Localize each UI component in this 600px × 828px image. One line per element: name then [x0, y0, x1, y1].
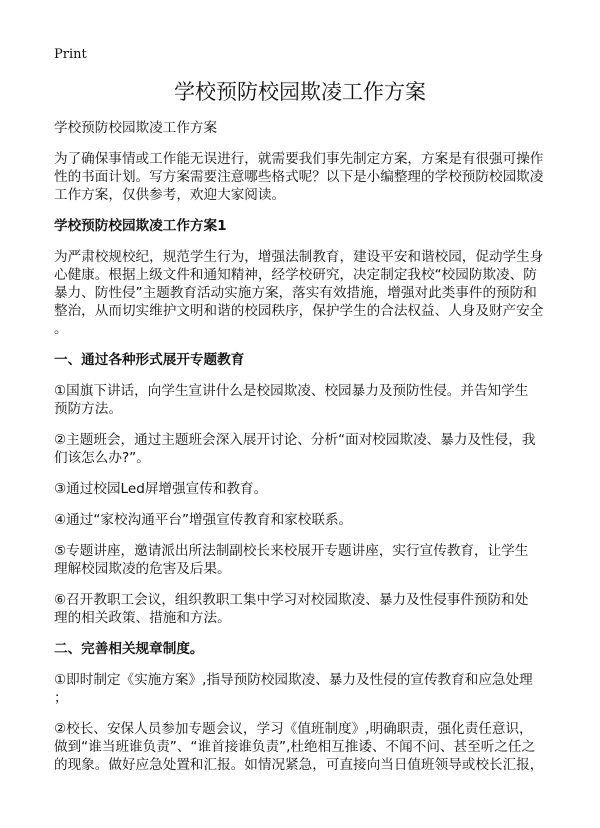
paragraph: [54, 591, 564, 627]
text-line: 一、通过各种形式展开专题教育: [54, 352, 245, 368]
page-title: 学校预防校园欺凌工作方案: [174, 80, 426, 104]
paragraph: [54, 511, 564, 529]
text-line: 心健康。根据上级文件和通知精神，经学校研究，决定制定我校“校园防欺凌、防: [54, 267, 537, 283]
paragraph: [54, 382, 564, 418]
paragraph: [54, 480, 564, 498]
text-line: ③通过校园Led屏增强宣传和教育。: [54, 481, 268, 497]
section-heading: [54, 640, 564, 658]
text-line: 们该怎么办?”。: [54, 450, 150, 466]
text-line: 理的相关政策、措施和方法。: [54, 610, 231, 626]
text-line: 为严肃校规校纪，规范学生行为，增强法制教育，建设平安和谐校园，促动学生身: [54, 249, 544, 265]
section-heading: [54, 217, 564, 235]
text-line: 学校预防校园欺凌工作方案1: [54, 218, 227, 234]
text-line: 理解校园欺凌的危害及后果。: [54, 561, 231, 577]
text-line: ④通过“家校沟通平台”增强宣传教育和家校联系。: [54, 512, 353, 528]
text-line: ；: [54, 690, 68, 706]
text-line: ②校长、安保人员参加专题会议，学习《值班制度》,明确职责，强化责任意识，: [54, 721, 533, 737]
text-line: 做到“谁当班谁负责”、“谁首接谁负责”,杜绝相互推诿、不闻不问、甚至听之任之: [54, 739, 536, 755]
text-line: 。: [54, 321, 68, 337]
paragraph: [54, 431, 564, 467]
text-line: ②主题班会，通过主题班会深入展开讨论、分析“面对校园欺凌、暴力及性侵，我: [54, 432, 536, 448]
print-link[interactable]: Print: [54, 47, 87, 62]
text-line: ⑥召开教职工会议，组织教职工集中学习对校园欺凌、暴力及性侵事件预防和处: [54, 592, 529, 608]
text-line: 学校预防校园欺凌工作方案: [54, 120, 218, 136]
section-heading: [54, 351, 564, 369]
text-line: ⑤专题讲座，邀请派出所法制副校长来校展开专题讲座，实行宣传教育，让学生: [54, 543, 529, 559]
text-line: 的现象。做好应急处置和汇报。如情况紧急，可直接向当日值班领导或校长汇报，: [54, 757, 544, 773]
paragraph: [54, 248, 564, 338]
text-line: ①即时制定《实施方案》,指导预防校园欺凌、暴力及性侵的宣传教育和应急处理: [54, 672, 533, 688]
paragraph: [54, 119, 564, 137]
paragraph: [54, 720, 564, 774]
text-line: ①国旗下讲话，向学生宣讲什么是校园欺凌、校园暴力及预防性侵。并告知学生: [54, 383, 529, 399]
text-line: 预防方法。: [54, 401, 122, 417]
text-line: 暴力、防性侵”主题教育活动实施方案，落实有效措施，增强对此类事件的预防和: [54, 285, 537, 301]
text-line: 工作方案，仅供参考，欢迎大家阅读。: [54, 187, 286, 203]
paragraph: [54, 542, 564, 578]
text-line: 整治，从而切实维护文明和谐的校园秩序，保护学生的合法权益、人身及财产安全: [54, 303, 544, 319]
document-body: [54, 119, 564, 787]
text-line: 为了确保事情或工作能无误进行，就需要我们事先制定方案，方案是有很强可操作: [54, 151, 544, 167]
text-line: 二、完善相关规章制度。: [54, 641, 204, 657]
text-line: 性的书面计划。写方案需要注意哪些格式呢？以下是小编整理的学校预防校园欺凌: [54, 169, 544, 185]
paragraph: [54, 671, 564, 707]
paragraph: [54, 150, 564, 204]
